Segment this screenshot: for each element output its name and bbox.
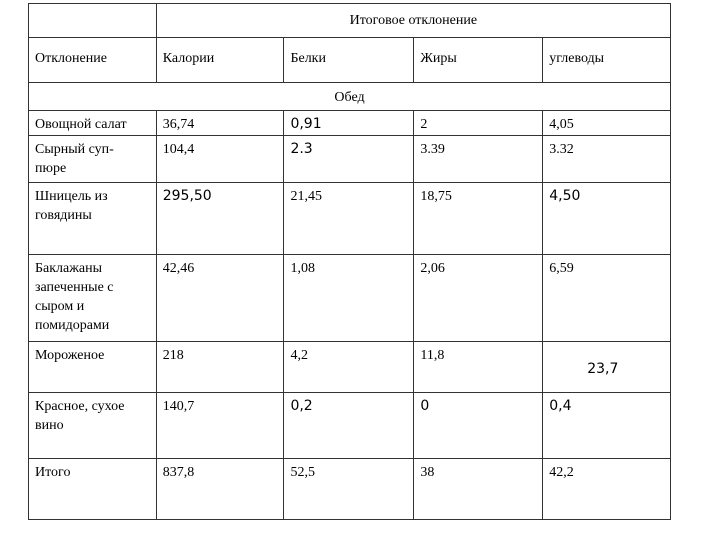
table-row (29, 342, 671, 393)
protein-value: 2.3 (284, 136, 414, 183)
calories-value: 104,4 (156, 136, 284, 183)
dish-name: Красное, сухое вино (29, 393, 157, 459)
nutrition-deviation-table (28, 3, 671, 520)
table-row (29, 183, 671, 255)
dish-name: Баклажаны запеченные с сыром и помидорами (29, 255, 157, 342)
fat-value: 2 (414, 111, 543, 136)
dish-name: Овощной салат (29, 111, 157, 136)
column-header-carbs: углеводы (543, 38, 671, 83)
group-header-row (29, 4, 671, 38)
dish-name: Шницель из говядины (29, 183, 157, 255)
protein-value: 0,2 (284, 393, 414, 459)
column-header-fat: Жиры (414, 38, 543, 83)
empty-corner-cell (29, 4, 157, 38)
fat-value: 18,75 (414, 183, 543, 255)
protein-value: 4,2 (284, 342, 414, 393)
table-row (29, 255, 671, 342)
fat-value: 11,8 (414, 342, 543, 393)
carbs-value: 6,59 (543, 255, 671, 342)
column-header-row (29, 38, 671, 83)
dish-name: Мороженое (29, 342, 157, 393)
protein-value: 0,91 (284, 111, 414, 136)
table-row (29, 459, 671, 520)
fat-value: 2,06 (414, 255, 543, 342)
carbs-value: 4,50 (543, 183, 671, 255)
table-row (29, 111, 671, 136)
column-header-calories: Калории (156, 38, 284, 83)
fat-value: 38 (414, 459, 543, 520)
calories-value: 837,8 (156, 459, 284, 520)
calories-value: 36,74 (156, 111, 284, 136)
dish-name: Итого (29, 459, 157, 520)
table-row (29, 393, 671, 459)
column-header-protein: Белки (284, 38, 414, 83)
protein-value: 21,45 (284, 183, 414, 255)
protein-value: 1,08 (284, 255, 414, 342)
fat-value: 3.39 (414, 136, 543, 183)
dish-name: Сырный суп- пюре (29, 136, 157, 183)
table-row (29, 136, 671, 183)
calories-value: 218 (156, 342, 284, 393)
carbs-value: 23,7 (587, 361, 619, 377)
calories-value: 42,46 (156, 255, 284, 342)
protein-value: 52,5 (284, 459, 414, 520)
calories-value: 140,7 (156, 393, 284, 459)
group-header: Итоговое отклонение (156, 4, 670, 38)
section-row (29, 83, 671, 111)
carbs-value: 42,2 (543, 459, 671, 520)
carbs-value: 3.32 (543, 136, 671, 183)
column-header-deviation: Отклонение (29, 38, 157, 83)
carbs-value: 4,05 (543, 111, 671, 136)
fat-value: 0 (414, 393, 543, 459)
section-title: Обед (29, 83, 671, 111)
carbs-value: 0,4 (543, 393, 671, 459)
carbs-cell (543, 342, 671, 393)
calories-value: 295,50 (156, 183, 284, 255)
